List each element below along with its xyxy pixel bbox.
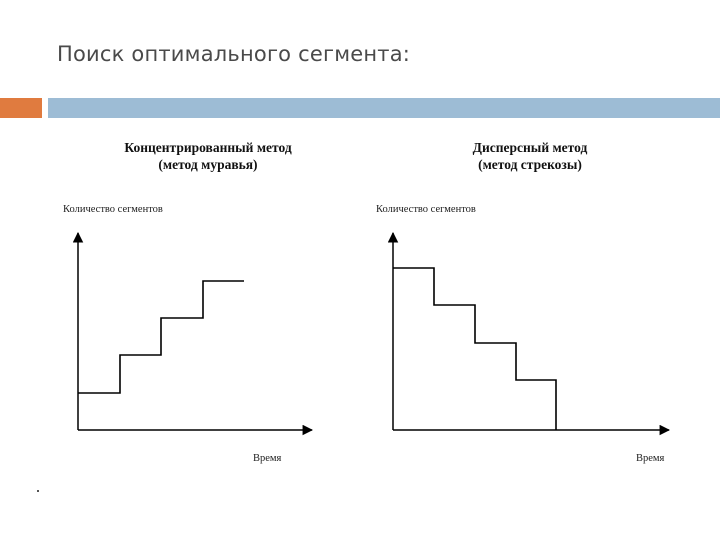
left-heading-line2: (метод муравья): [158, 157, 258, 172]
right-heading-line1: Дисперсный метод: [472, 140, 588, 155]
right-step-line: [393, 268, 556, 430]
left-y-axis-label: Количество сегментов: [63, 204, 163, 215]
right-diagram: [376, 140, 669, 464]
left-diagram: [63, 140, 312, 464]
left-x-axis-label: Время: [253, 453, 282, 464]
right-x-axis-label: Время: [636, 453, 665, 464]
stray-dot: [37, 490, 39, 492]
left-heading-line1: Концентрированный метод: [124, 140, 292, 155]
left-step-line: [78, 281, 244, 393]
slide-title: Поиск оптимального сегмента:: [57, 42, 411, 66]
right-heading-line2: (метод стрекозы): [478, 157, 582, 172]
right-y-axis-label: Количество сегментов: [376, 204, 476, 215]
